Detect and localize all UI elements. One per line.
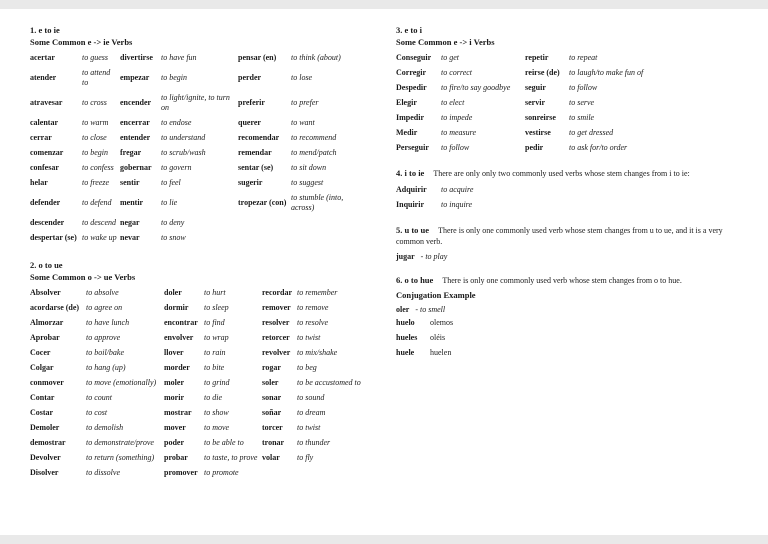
meaning-cell: to think (about) bbox=[291, 53, 341, 63]
meaning-cell: to sound bbox=[297, 392, 325, 402]
i-to-ie-verbs-table bbox=[396, 183, 742, 213]
meaning-cell: to follow bbox=[441, 143, 470, 153]
table-row bbox=[30, 116, 370, 131]
verb-cell: volar bbox=[262, 452, 280, 462]
meaning-cell: to begin bbox=[161, 73, 187, 83]
verb-cell: calentar bbox=[30, 118, 58, 128]
meaning-cell: to wrap bbox=[204, 332, 229, 342]
meaning-cell: to dissolve bbox=[86, 467, 120, 477]
table-row bbox=[396, 346, 742, 361]
section-4-heading: 4. i to ie bbox=[396, 167, 425, 178]
jugar-line bbox=[396, 251, 742, 263]
meaning-cell: to laugh/to make fun of bbox=[569, 68, 644, 78]
table-row bbox=[396, 96, 742, 111]
meaning-cell: to acquire bbox=[441, 185, 474, 195]
verb-cell: Elegir bbox=[396, 98, 417, 108]
verb-cell: helar bbox=[30, 178, 48, 188]
meaning-cell bbox=[291, 216, 370, 231]
meaning-cell: to confess bbox=[82, 163, 114, 173]
verb-cell: negar bbox=[120, 218, 140, 228]
verb-cell: encerrar bbox=[120, 118, 150, 128]
table-row bbox=[30, 300, 370, 315]
verb-cell: divertirse bbox=[120, 53, 153, 63]
meaning-cell: to twist bbox=[297, 422, 321, 432]
verb-cell: remendar bbox=[238, 148, 272, 158]
table-row bbox=[30, 231, 370, 246]
conj-cell: hueles bbox=[396, 333, 418, 343]
conjugation-example-label: Conjugation Example bbox=[396, 290, 476, 301]
document-page bbox=[0, 9, 768, 535]
verb-cell: encontrar bbox=[164, 317, 198, 327]
meaning-cell: to close bbox=[82, 133, 107, 143]
verb-cell: Devolver bbox=[30, 452, 61, 462]
verb-cell: dormir bbox=[164, 302, 189, 312]
verb-cell: Costar bbox=[30, 407, 54, 417]
table-row bbox=[30, 91, 370, 116]
meaning-cell: to twist bbox=[297, 332, 321, 342]
section-5-text: There is only one commonly used verb whose stem changes from u to ue, and it is a very common verb. bbox=[396, 225, 723, 247]
table-row bbox=[396, 316, 742, 331]
meaning-cell: to sit down bbox=[291, 163, 327, 173]
table-row bbox=[30, 66, 370, 91]
table-row bbox=[396, 81, 742, 96]
table-row bbox=[30, 465, 370, 480]
meaning-cell: to dream bbox=[297, 407, 326, 417]
table-row bbox=[30, 315, 370, 330]
verb-cell: llover bbox=[164, 347, 184, 357]
verb-cell: mentir bbox=[120, 198, 144, 208]
meaning-cell: to grind bbox=[204, 377, 230, 387]
e-to-ie-verbs-table bbox=[30, 51, 370, 246]
verb-cell: empezar bbox=[120, 73, 150, 83]
meaning-cell: to get dressed bbox=[569, 128, 614, 138]
verb-cell: sugerir bbox=[238, 178, 263, 188]
conj-cell: huelo bbox=[396, 318, 415, 328]
meaning-cell: to remove bbox=[297, 302, 329, 312]
verb-cell: entender bbox=[120, 133, 151, 143]
verb-cell bbox=[262, 465, 297, 480]
conj2-cell: huelen bbox=[430, 348, 452, 358]
meaning-cell: to defend bbox=[82, 198, 112, 208]
meaning-cell: to inquire bbox=[441, 200, 473, 210]
section-4-paragraph bbox=[396, 168, 742, 180]
meaning-cell bbox=[297, 465, 370, 480]
section-4-text: There are only only two commonly used verbs whose stem changes from i to ie: bbox=[433, 168, 690, 178]
meaning-cell: to return (something) bbox=[86, 452, 155, 462]
table-row bbox=[30, 405, 370, 420]
verb-cell: soler bbox=[262, 377, 279, 387]
section-1-heading: 1. e to ie bbox=[30, 25, 60, 35]
meaning-cell: to demolish bbox=[86, 422, 124, 432]
left-column bbox=[30, 24, 370, 535]
verb-cell: comenzar bbox=[30, 148, 64, 158]
meaning-cell: to follow bbox=[569, 83, 598, 93]
section-3-subheading: Some Common e -> i Verbs bbox=[396, 37, 495, 48]
table-row bbox=[396, 51, 742, 66]
meaning-cell: to prefer bbox=[291, 98, 319, 108]
meaning-cell: to boil/bake bbox=[86, 347, 124, 357]
table-row bbox=[396, 126, 742, 141]
verb-cell: defender bbox=[30, 198, 61, 208]
conj2-cell: oléis bbox=[430, 333, 446, 343]
verb-cell: Colgar bbox=[30, 362, 54, 372]
verb-cell: acordarse (de) bbox=[30, 302, 80, 312]
table-row bbox=[30, 435, 370, 450]
verb-cell: mostrar bbox=[164, 407, 192, 417]
meaning-cell: to attend to bbox=[82, 68, 111, 88]
conj-cell: huele bbox=[396, 348, 415, 358]
meaning-cell: to freeze bbox=[82, 178, 110, 188]
meaning-cell: to wake up bbox=[82, 233, 117, 243]
o-to-ue-verbs-table bbox=[30, 285, 370, 480]
meaning-cell: to fire/to say goodbye bbox=[441, 83, 511, 93]
meaning-cell: to move bbox=[204, 422, 230, 432]
verb-cell: Despedir bbox=[396, 83, 427, 93]
verb-cell: Medir bbox=[396, 128, 418, 138]
meaning-cell: to begin bbox=[82, 148, 108, 158]
verb-cell: remover bbox=[262, 302, 291, 312]
verb-cell bbox=[238, 231, 291, 246]
meaning-cell: to taste, to prove bbox=[204, 452, 258, 462]
verb-cell: tropezar (con) bbox=[238, 198, 287, 208]
verb-cell: fregar bbox=[120, 148, 142, 158]
table-row bbox=[30, 375, 370, 390]
meaning-cell: to light/ignite, to turn on bbox=[161, 93, 230, 113]
section-6-heading: 6. o to hue bbox=[396, 274, 434, 285]
meaning-cell: to correct bbox=[441, 68, 473, 78]
table-row bbox=[396, 141, 742, 156]
meaning-cell: to have lunch bbox=[86, 317, 130, 327]
table-row bbox=[30, 450, 370, 465]
meaning-cell: to repeat bbox=[569, 53, 598, 63]
verb-cell: Demoler bbox=[30, 422, 60, 432]
meaning-cell: to thunder bbox=[297, 437, 331, 447]
oler-verb: oler bbox=[396, 304, 410, 314]
verb-cell: demostrar bbox=[30, 437, 66, 447]
verb-cell: morder bbox=[164, 362, 190, 372]
table-row bbox=[30, 285, 370, 300]
table-row bbox=[30, 216, 370, 231]
verb-cell: recomendar bbox=[238, 133, 280, 143]
verb-cell bbox=[238, 216, 291, 231]
table-row bbox=[396, 183, 742, 198]
verb-cell: revolver bbox=[262, 347, 291, 357]
meaning-cell: to beg bbox=[297, 362, 317, 372]
meaning-cell: to count bbox=[86, 392, 112, 402]
meaning-cell: to approve bbox=[86, 332, 121, 342]
meaning-cell: to mix/shake bbox=[297, 347, 338, 357]
verb-cell: Almorzar bbox=[30, 317, 64, 327]
meaning-cell: to elect bbox=[441, 98, 465, 108]
conj2-cell: olemos bbox=[430, 318, 454, 328]
verb-cell: descender bbox=[30, 218, 65, 228]
verb-cell: vestirse bbox=[525, 128, 551, 138]
verb-cell: retorcer bbox=[262, 332, 290, 342]
section-2-heading: 2. o to ue bbox=[30, 259, 63, 270]
verb-cell: Impedir bbox=[396, 113, 424, 123]
verb-cell: doler bbox=[164, 287, 182, 297]
meaning-cell: to hang (up) bbox=[86, 362, 126, 372]
verb-cell: atender bbox=[30, 73, 57, 83]
section-5-heading: 5. u to ue bbox=[396, 224, 430, 235]
section-6-text: There is only one commonly used verb whose stem changes from o to hue. bbox=[442, 275, 682, 285]
meaning-cell: to feel bbox=[161, 178, 181, 188]
verb-cell: soñar bbox=[262, 407, 282, 417]
verb-cell: conmover bbox=[30, 377, 64, 387]
right-column bbox=[396, 24, 742, 535]
verb-cell: Conseguir bbox=[396, 53, 432, 63]
meaning-cell: to get bbox=[441, 53, 459, 63]
meaning-cell: to be accustomed to bbox=[297, 377, 361, 387]
verb-cell: servir bbox=[525, 98, 545, 108]
verb-cell: nevar bbox=[120, 233, 140, 243]
verb-cell: poder bbox=[164, 437, 184, 447]
meaning-cell: to cost bbox=[86, 407, 108, 417]
verb-cell: sentar (se) bbox=[238, 163, 274, 173]
meaning-cell: to mend/patch bbox=[291, 148, 337, 158]
section-3-heading: 3. e to i bbox=[396, 25, 422, 35]
meaning-cell: to lose bbox=[291, 73, 313, 83]
verb-cell: mover bbox=[164, 422, 186, 432]
verb-cell: pedir bbox=[525, 143, 544, 153]
verb-cell: probar bbox=[164, 452, 188, 462]
table-row bbox=[396, 66, 742, 81]
meaning-cell: to cross bbox=[82, 98, 107, 108]
e-to-i-verbs-table bbox=[396, 51, 742, 156]
verb-cell: Aprobar bbox=[30, 332, 60, 342]
meaning-cell bbox=[291, 231, 370, 246]
table-row bbox=[396, 198, 742, 213]
meaning-cell: to ask for/to order bbox=[569, 143, 628, 153]
meaning-cell: to show bbox=[204, 407, 229, 417]
meaning-cell: to be able to bbox=[204, 437, 244, 447]
meaning-cell: to suggest bbox=[291, 178, 324, 188]
oler-conjugation-table bbox=[396, 316, 742, 361]
table-row bbox=[396, 331, 742, 346]
verb-cell: Absolver bbox=[30, 287, 61, 297]
table-row bbox=[30, 161, 370, 176]
meaning-cell: to rain bbox=[204, 347, 226, 357]
meaning-cell: to serve bbox=[569, 98, 595, 108]
verb-cell: Inquirir bbox=[396, 200, 425, 210]
verb-cell: moler bbox=[164, 377, 184, 387]
verb-cell: sentir bbox=[120, 178, 140, 188]
verb-cell: atravesar bbox=[30, 98, 63, 108]
meaning-cell: to endose bbox=[161, 118, 192, 128]
meaning-cell: to absolve bbox=[86, 287, 119, 297]
verb-cell: resolver bbox=[262, 317, 290, 327]
table-row bbox=[30, 330, 370, 345]
verb-cell: encender bbox=[120, 98, 152, 108]
meaning-cell: to fly bbox=[297, 452, 314, 462]
verb-cell: perder bbox=[238, 73, 262, 83]
table-row bbox=[30, 360, 370, 375]
meaning-cell: to agree on bbox=[86, 302, 123, 312]
meaning-cell: to smile bbox=[569, 113, 595, 123]
meaning-cell: to sleep bbox=[204, 302, 229, 312]
table-row bbox=[30, 420, 370, 435]
meaning-cell: to understand bbox=[161, 133, 206, 143]
verb-cell: recordar bbox=[262, 287, 293, 297]
meaning-cell: to descend bbox=[82, 218, 116, 228]
verb-cell: Perseguir bbox=[396, 143, 429, 153]
verb-cell: rogar bbox=[262, 362, 281, 372]
meaning-cell: to find bbox=[204, 317, 225, 327]
verb-cell: querer bbox=[238, 118, 261, 128]
verb-cell: envolver bbox=[164, 332, 194, 342]
verb-cell: seguir bbox=[525, 83, 546, 93]
table-row bbox=[30, 146, 370, 161]
meaning-cell: to measure bbox=[441, 128, 477, 138]
verb-cell: Corregir bbox=[396, 68, 427, 78]
section-6-paragraph bbox=[396, 275, 742, 287]
table-row bbox=[396, 111, 742, 126]
meaning-cell: to resolve bbox=[297, 317, 329, 327]
verb-cell: confesar bbox=[30, 163, 59, 173]
table-row bbox=[30, 51, 370, 66]
verb-cell: acertar bbox=[30, 53, 55, 63]
meaning-cell: to snow bbox=[161, 233, 186, 243]
meaning-cell: to warm bbox=[82, 118, 109, 128]
oler-meaning: - to smell bbox=[415, 304, 446, 314]
meaning-cell: to have fun bbox=[161, 53, 197, 63]
verb-cell: repetir bbox=[525, 53, 549, 63]
verb-cell: sonreirse bbox=[525, 113, 556, 123]
table-row bbox=[30, 345, 370, 360]
section-5-paragraph bbox=[396, 225, 742, 248]
table-row bbox=[30, 390, 370, 405]
meaning-cell: to bite bbox=[204, 362, 225, 372]
verb-cell: Disolver bbox=[30, 467, 59, 477]
verb-cell: despertar (se) bbox=[30, 233, 77, 243]
table-row bbox=[30, 131, 370, 146]
verb-cell: Contar bbox=[30, 392, 55, 402]
oler-line bbox=[396, 304, 742, 316]
section-1-subheading: Some Common e -> ie Verbs bbox=[30, 37, 133, 48]
verb-cell: tronar bbox=[262, 437, 285, 447]
jugar-verb: jugar bbox=[396, 251, 415, 261]
verb-cell: torcer bbox=[262, 422, 283, 432]
table-row bbox=[30, 176, 370, 191]
section-2-subheading: Some Common o -> ue Verbs bbox=[30, 271, 136, 282]
meaning-cell: to govern bbox=[161, 163, 192, 173]
verb-cell: cerrar bbox=[30, 133, 52, 143]
meaning-cell: to promote bbox=[204, 467, 239, 477]
meaning-cell: to deny bbox=[161, 218, 185, 228]
jugar-meaning: - to play bbox=[420, 251, 448, 261]
meaning-cell: to hurt bbox=[204, 287, 226, 297]
verb-cell: Adquirir bbox=[396, 185, 427, 195]
meaning-cell: to recommend bbox=[291, 133, 337, 143]
meaning-cell: to remember bbox=[297, 287, 338, 297]
meaning-cell: to stumble (into, across) bbox=[291, 193, 344, 213]
meaning-cell: to demonstrate/prove bbox=[86, 437, 154, 447]
meaning-cell: to lie bbox=[161, 198, 178, 208]
verb-cell: gobernar bbox=[120, 163, 152, 173]
table-row bbox=[30, 191, 370, 216]
meaning-cell: to guess bbox=[82, 53, 108, 63]
verb-cell: reirse (de) bbox=[525, 68, 560, 78]
meaning-cell: to move (emotionally) bbox=[86, 377, 157, 387]
verb-cell: sonar bbox=[262, 392, 282, 402]
meaning-cell: to want bbox=[291, 118, 315, 128]
meaning-cell: to scrub/wash bbox=[161, 148, 206, 158]
verb-cell: morir bbox=[164, 392, 184, 402]
meaning-cell: to impede bbox=[441, 113, 473, 123]
verb-cell: pensar (en) bbox=[238, 53, 277, 63]
meaning-cell: to die bbox=[204, 392, 222, 402]
verb-cell: promover bbox=[164, 467, 198, 477]
verb-cell: preferir bbox=[238, 98, 265, 108]
verb-cell: Cocer bbox=[30, 347, 51, 357]
